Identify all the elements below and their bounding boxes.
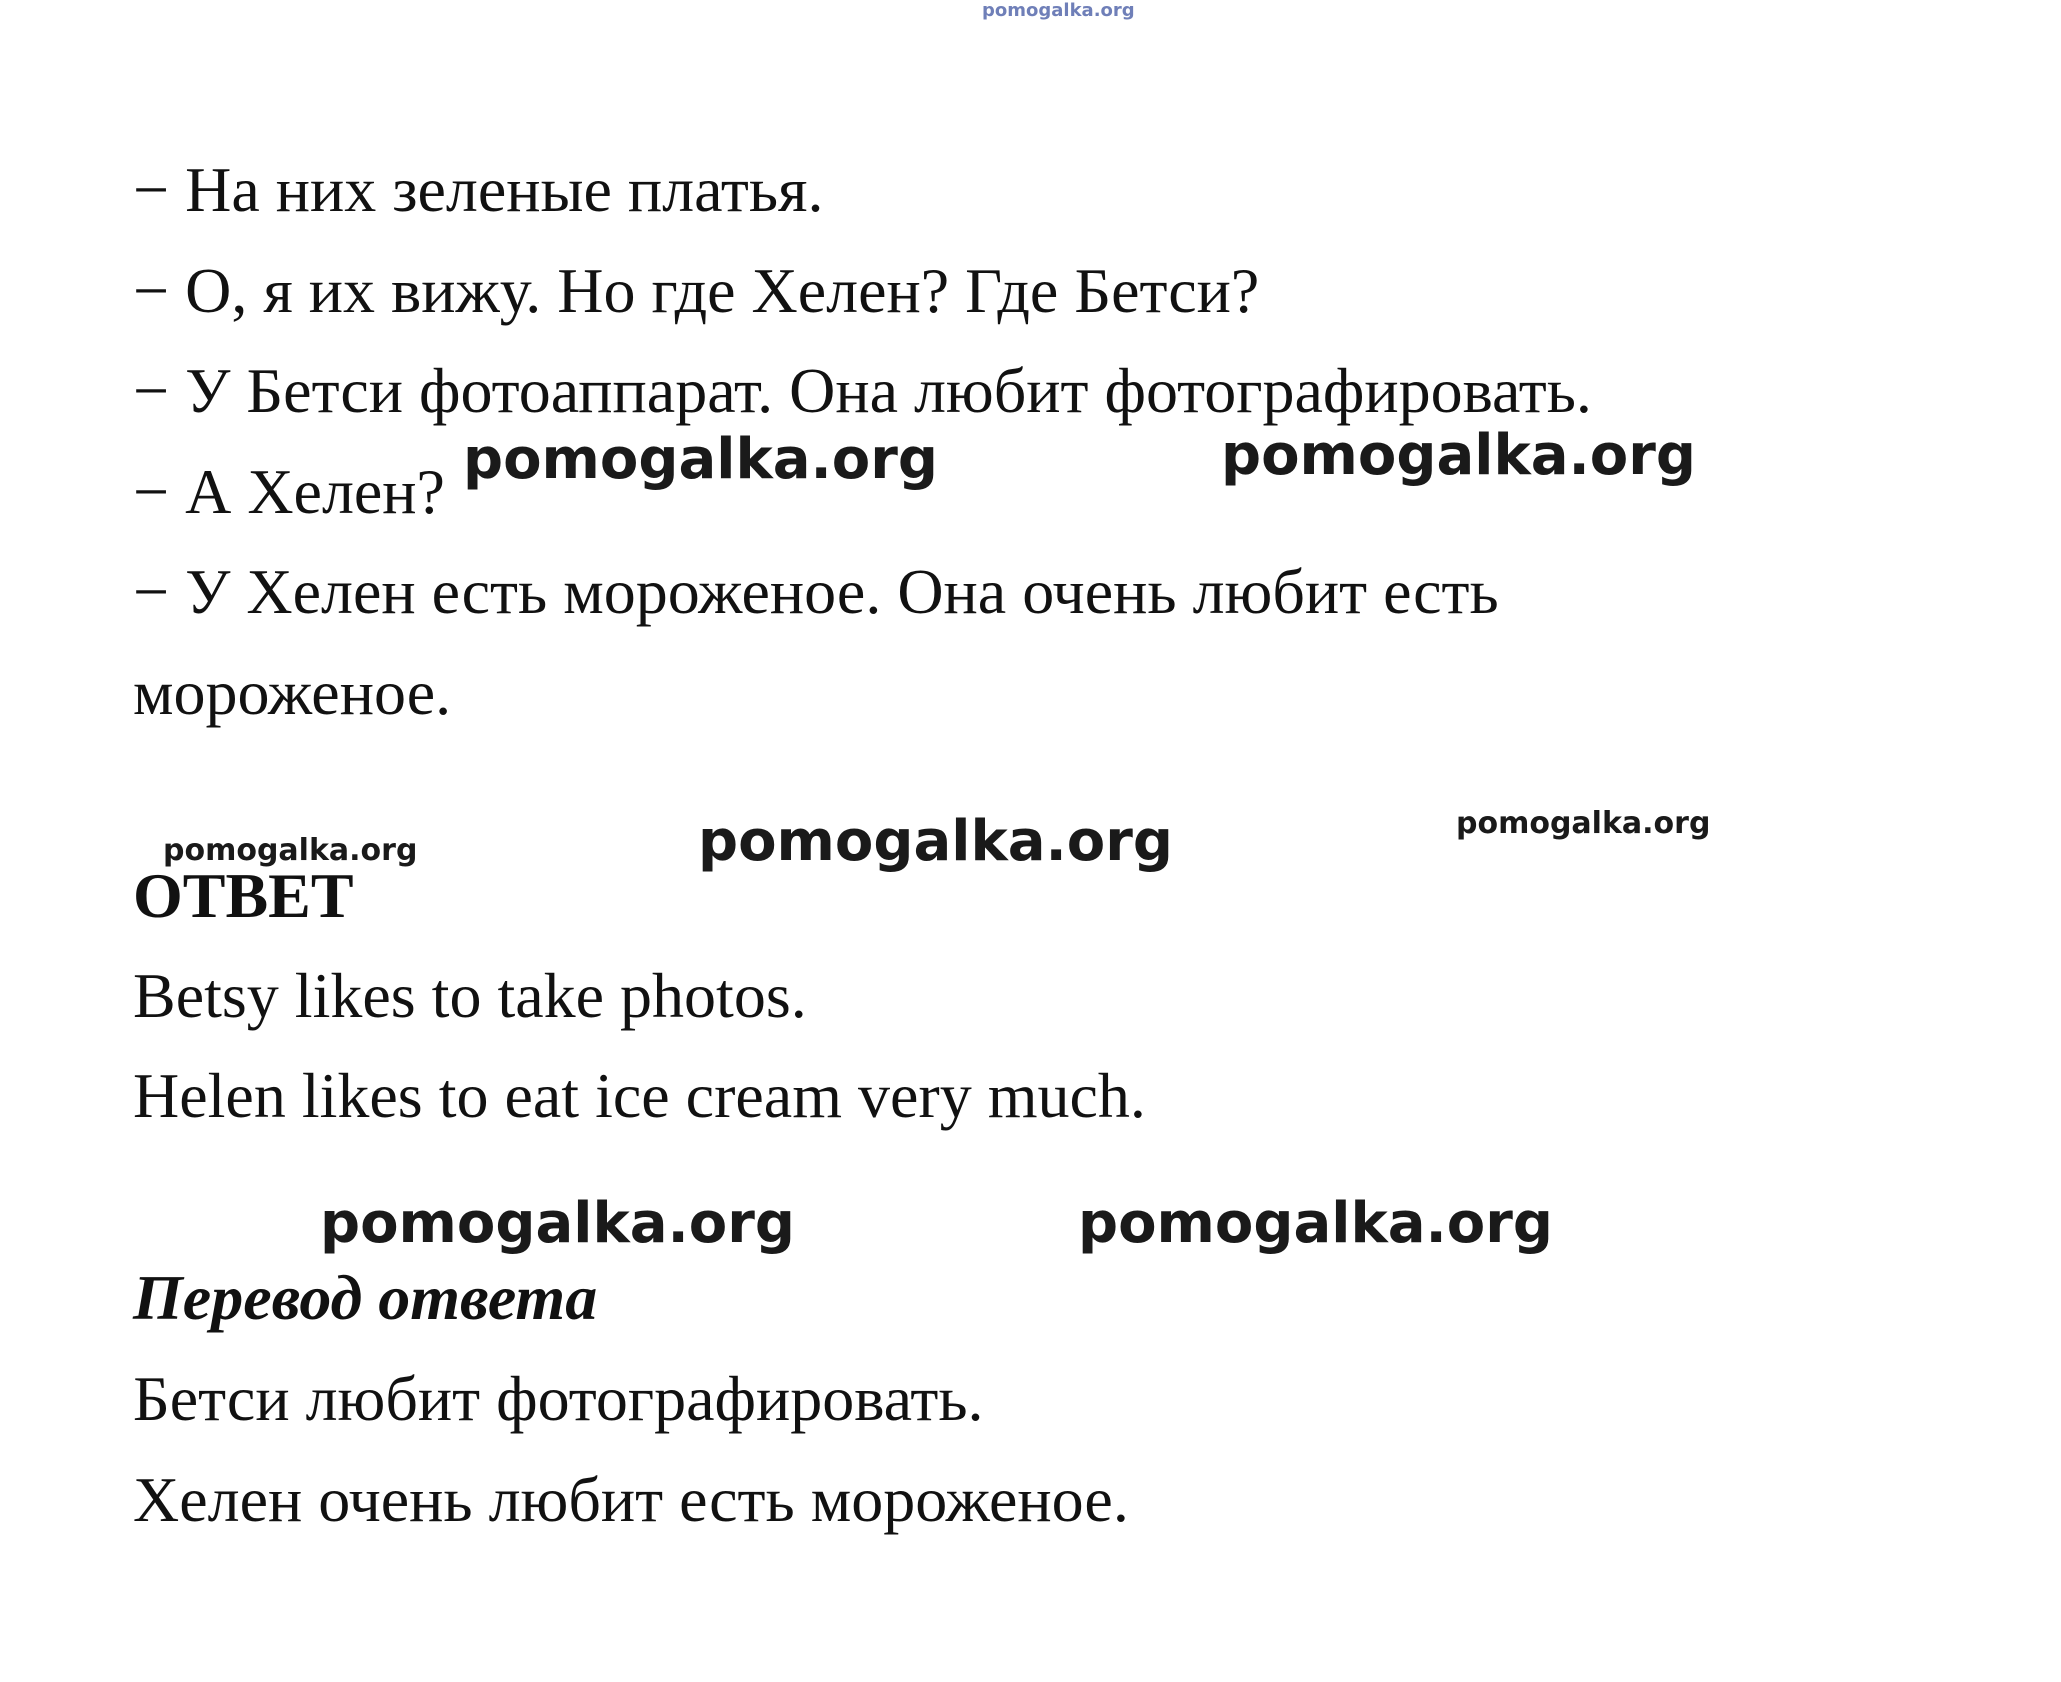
watermark: pomogalka.org <box>463 427 938 492</box>
answer-line-2: Helen likes to eat ice cream very much. <box>133 1060 1146 1131</box>
dialogue-line-3: − У Бетси фотоаппарат. Она любит фотографировать. <box>133 355 1592 426</box>
dialogue-line-1: − На них зеленые платья. <box>133 154 824 225</box>
dialogue-line-5: − У Хелен есть мороженое. Она очень любит есть <box>133 556 1499 627</box>
top-watermark: pomogalka.org <box>982 0 1135 21</box>
answer-heading: ОТВЕТ <box>133 860 354 931</box>
translation-heading: Перевод ответа <box>133 1262 598 1333</box>
watermark: pomogalka.org <box>1456 806 1711 841</box>
translation-line-2: Хелен очень любит есть мороженое. <box>133 1464 1129 1535</box>
dialogue-line-6: мороженое. <box>133 657 452 728</box>
watermark: pomogalka.org <box>698 809 1173 874</box>
translation-line-1: Бетси любит фотографировать. <box>133 1363 984 1434</box>
watermark: pomogalka.org <box>1221 423 1696 488</box>
watermark: pomogalka.org <box>320 1191 795 1256</box>
watermark: pomogalka.org <box>1078 1191 1553 1256</box>
dialogue-line-4: − А Хелен? <box>133 456 445 527</box>
dialogue-line-2: − О, я их вижу. Но где Хелен? Где Бетси? <box>133 255 1260 326</box>
watermark: pomogalka.org <box>163 833 418 868</box>
answer-line-1: Betsy likes to take photos. <box>133 960 807 1031</box>
